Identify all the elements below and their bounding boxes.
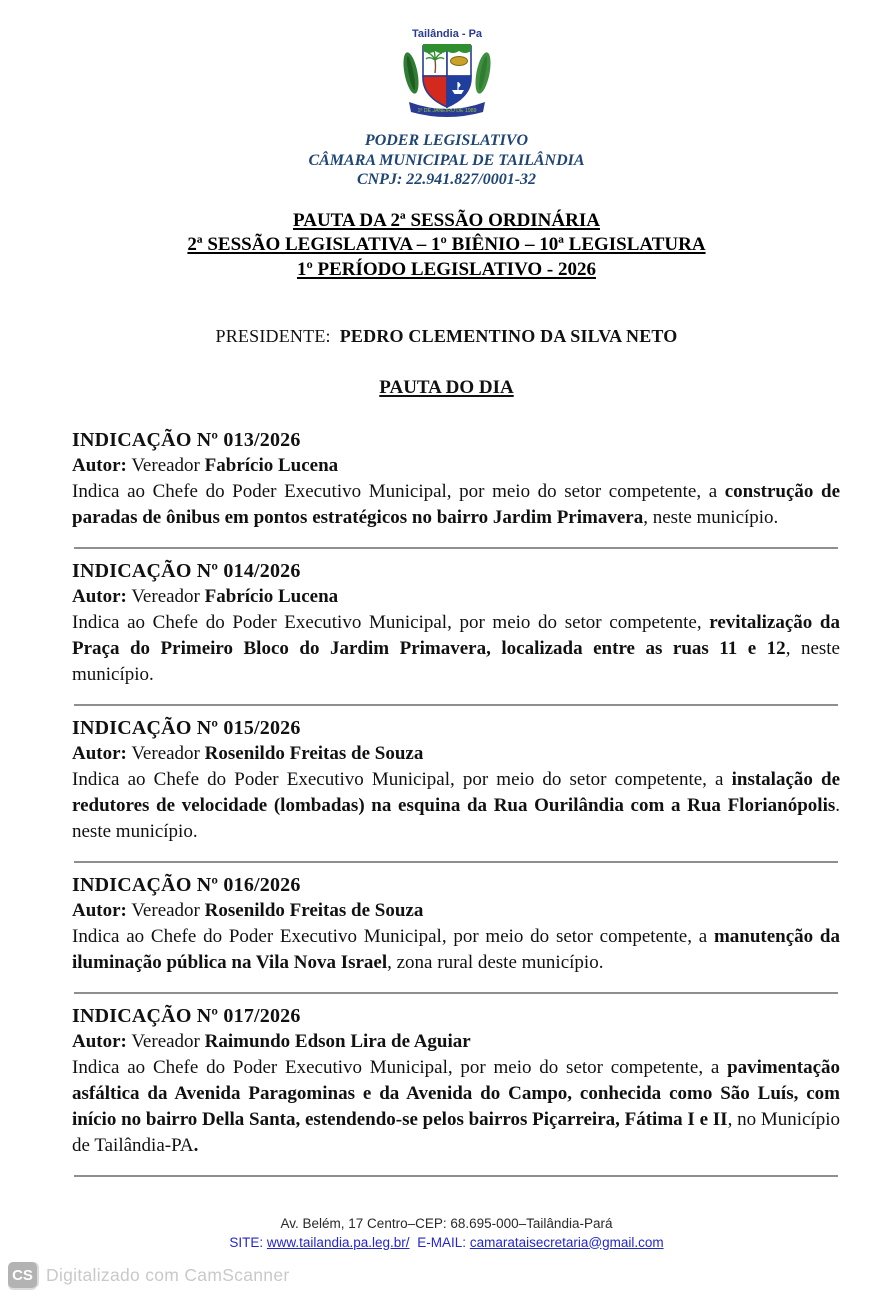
body-prefix: Indica ao Chefe do Poder Executivo Municipal, por meio do setor competente, a xyxy=(72,1057,728,1078)
author-label: Autor: xyxy=(72,743,127,764)
item-divider xyxy=(74,861,838,863)
fish-icon xyxy=(450,57,467,66)
indication-number: INDICAÇÃO Nº 016/2026 xyxy=(72,874,301,896)
coat-of-arms-logo xyxy=(384,26,510,122)
indication-item xyxy=(72,1003,840,1177)
indication-item xyxy=(72,558,840,706)
title-line-2: 2ª SESSÃO LEGISLATIVA – 1º BIÊNIO – 10ª LEGISLATURA xyxy=(187,234,706,255)
indication-number: INDICAÇÃO Nº 014/2026 xyxy=(72,560,301,582)
indication-body xyxy=(72,767,840,845)
shield-icon xyxy=(423,46,471,107)
item-divider xyxy=(74,992,838,994)
indication-number: INDICAÇÃO Nº 013/2026 xyxy=(72,429,301,451)
body-prefix: Indica ao Chefe do Poder Executivo Municipal, por meio do setor competente, a xyxy=(72,926,714,947)
president-line xyxy=(0,326,893,347)
indication-number: INDICAÇÃO Nº 017/2026 xyxy=(72,1005,301,1027)
site-label: SITE: xyxy=(229,1234,264,1250)
org-line-camara: CÂMARA MUNICIPAL DE TAILÂNDIA xyxy=(308,151,585,169)
author-prefix: Vereador xyxy=(131,1031,200,1052)
indication-body xyxy=(72,1055,840,1159)
item-divider xyxy=(74,547,838,549)
president-name: PEDRO CLEMENTINO DA SILVA NETO xyxy=(339,326,678,346)
author-name: Fabrício Lucena xyxy=(204,455,339,476)
indication-item xyxy=(72,427,840,549)
body-suffix: , zona rural deste município. xyxy=(387,952,604,973)
body-suffix: , no Município de Tailândia-PA xyxy=(72,1109,840,1156)
footer-links xyxy=(0,1234,893,1253)
author-label: Autor: xyxy=(72,455,127,476)
body-prefix: Indica ao Chefe do Poder Executivo Municipal, por meio do setor competente, a xyxy=(72,481,725,502)
body-end: . xyxy=(193,1135,199,1156)
agenda-items xyxy=(72,427,840,1177)
org-line-poder: PODER LEGISLATIVO xyxy=(364,132,529,149)
author-name: Rosenildo Freitas de Souza xyxy=(204,900,424,921)
section-heading xyxy=(0,377,893,399)
author-label: Autor: xyxy=(72,586,127,607)
author-label: Autor: xyxy=(72,900,127,921)
indication-body xyxy=(72,924,840,976)
author-prefix: Vereador xyxy=(131,455,200,476)
camscanner-badge-icon: CS xyxy=(8,1262,37,1288)
section-title: PAUTA DO DIA xyxy=(379,377,514,398)
indication-body xyxy=(72,610,840,688)
logo-city-label: Tailândia - Pa xyxy=(411,28,482,40)
document-header xyxy=(0,0,893,190)
indication-author xyxy=(72,898,840,924)
indication-number: INDICAÇÃO Nº 015/2026 xyxy=(72,717,301,739)
indication-author xyxy=(72,1029,840,1055)
camscanner-watermark xyxy=(8,1262,289,1288)
document-footer xyxy=(0,1215,893,1252)
body-bold: manutenção da iluminação pública na Vila Nova Israel xyxy=(72,926,840,973)
author-prefix: Vereador xyxy=(131,743,200,764)
indication-author xyxy=(72,741,840,767)
footer-address: Av. Belém, 17 Centro–CEP: 68.695-000–Tailândia-Pará xyxy=(280,1216,613,1231)
body-suffix: . neste município. xyxy=(72,795,840,842)
indication-author xyxy=(72,584,840,610)
body-bold: construção de paradas de ônibus em pontos estratégicos no bairro Jardim Primavera xyxy=(72,481,841,528)
org-identification xyxy=(0,131,893,190)
body-bold: instalação de redutores de velocidade (lombadas) na esquina da Rua Ourilândia com a Rua Florianópolis xyxy=(72,769,840,816)
item-divider xyxy=(74,704,838,706)
logo-ribbon-text: 1º DE JANEIRO DE 1989 xyxy=(417,108,476,114)
president-label: PRESIDENTE: xyxy=(215,326,331,346)
title-line-3: 1º PERÍODO LEGISLATIVO - 2026 xyxy=(296,258,597,280)
author-name: Rosenildo Freitas de Souza xyxy=(204,743,424,764)
author-prefix: Vereador xyxy=(131,586,200,607)
author-prefix: Vereador xyxy=(131,900,200,921)
org-line-cnpj: CNPJ: 22.941.827/0001-32 xyxy=(356,171,537,188)
body-prefix: Indica ao Chefe do Poder Executivo Municipal, por meio do setor competente, a xyxy=(72,769,732,790)
indication-author xyxy=(72,453,840,479)
body-bold: pavimentação asfáltica da Avenida Paragominas e da Avenida do Campo, conhecida como São Luís, com início no bairro Della Santa, estendendo-se pelos bairros Piçarreira, Fátima I e II xyxy=(72,1057,840,1130)
indication-body xyxy=(72,479,840,531)
author-name: Raimundo Edson Lira de Aguiar xyxy=(204,1031,471,1052)
email-label: E-MAIL: xyxy=(417,1234,467,1250)
author-name: Fabrício Lucena xyxy=(204,586,339,607)
document-title xyxy=(0,209,893,283)
body-bold: revitalização da Praça do Primeiro Bloco do Jardim Primavera, localizada entre as ruas 11 e 12 xyxy=(72,612,840,659)
author-label: Autor: xyxy=(72,1031,127,1052)
item-divider xyxy=(74,1175,838,1177)
camscanner-text: Digitalizado com CamScanner xyxy=(46,1264,290,1285)
body-suffix: , neste município. xyxy=(643,507,779,528)
site-link[interactable]: www.tailandia.pa.leg.br/ xyxy=(266,1234,410,1250)
indication-item xyxy=(72,872,840,994)
title-line-1: PAUTA DA 2ª SESSÃO ORDINÁRIA xyxy=(293,209,600,231)
body-suffix: , neste município. xyxy=(72,638,840,685)
indication-item xyxy=(72,715,840,863)
email-link[interactable]: camarataisecretaria@gmail.com xyxy=(469,1234,664,1250)
body-prefix: Indica ao Chefe do Poder Executivo Municipal, por meio do setor competente, xyxy=(72,612,710,633)
